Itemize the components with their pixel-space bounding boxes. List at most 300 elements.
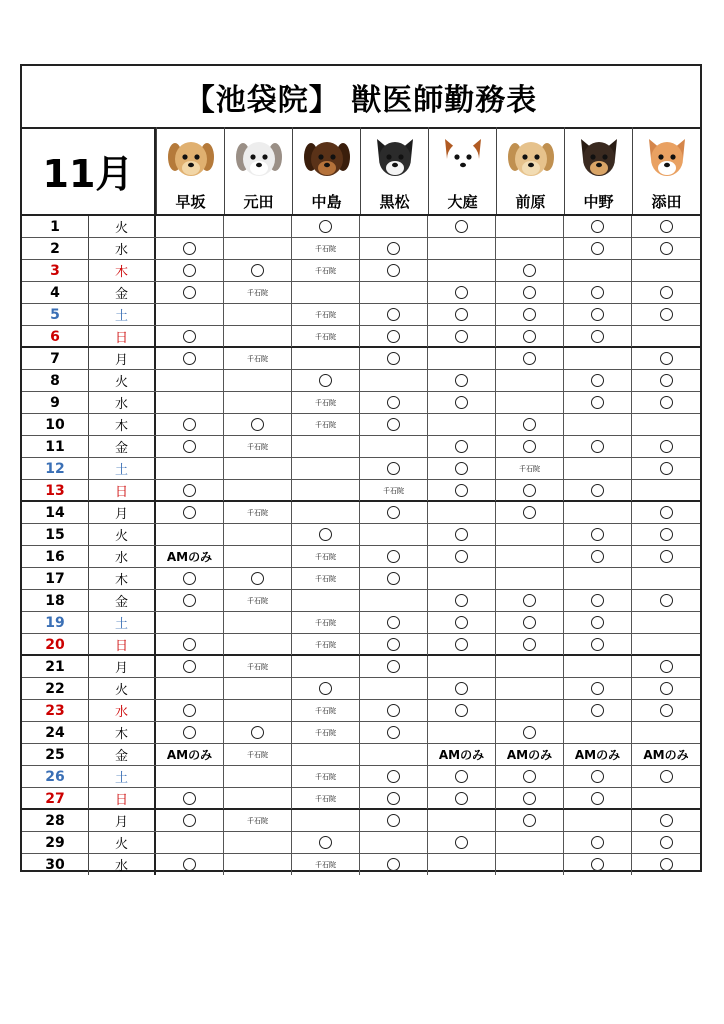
shift-cell — [292, 282, 360, 303]
shift-cell — [156, 326, 224, 347]
table-row — [22, 766, 700, 788]
table-row — [22, 392, 700, 414]
on-duty-circle-icon — [251, 418, 264, 431]
shift-cell — [156, 678, 224, 699]
shift-cell — [156, 480, 224, 501]
shift-cell — [292, 810, 360, 831]
on-duty-circle-icon — [660, 352, 673, 365]
shift-cell — [496, 854, 564, 875]
on-duty-circle-icon — [183, 660, 196, 673]
on-duty-circle-icon — [387, 792, 400, 805]
vet-column-header — [224, 127, 292, 214]
table-row — [22, 480, 700, 502]
shift-cell — [428, 766, 496, 787]
shift-cell — [360, 810, 428, 831]
shift-cell — [360, 568, 428, 589]
on-duty-circle-icon — [660, 396, 673, 409]
branch-label: 千石院 — [315, 706, 336, 715]
table-row — [22, 722, 700, 744]
on-duty-circle-icon — [523, 352, 536, 365]
shift-cell — [632, 678, 700, 699]
on-duty-circle-icon — [591, 396, 604, 409]
on-duty-circle-icon — [455, 704, 468, 717]
vet-name: 中野 — [583, 193, 614, 211]
shift-cell — [496, 458, 564, 479]
shift-cell — [292, 656, 360, 677]
shift-cell — [428, 612, 496, 633]
day-number: 13 — [22, 480, 89, 501]
shift-cell — [496, 744, 564, 765]
shift-cell — [632, 656, 700, 677]
on-duty-circle-icon — [387, 418, 400, 431]
on-duty-circle-icon — [523, 308, 536, 321]
on-duty-circle-icon — [591, 330, 604, 343]
on-duty-circle-icon — [591, 242, 604, 255]
on-duty-circle-icon — [387, 242, 400, 255]
shift-cell — [156, 502, 224, 523]
on-duty-circle-icon — [455, 308, 468, 321]
shift-cell — [632, 590, 700, 611]
day-number: 29 — [22, 832, 89, 853]
shift-cell — [360, 502, 428, 523]
shift-cell — [156, 656, 224, 677]
shift-cell — [496, 282, 564, 303]
shift-cell — [496, 612, 564, 633]
shift-cell — [156, 392, 224, 413]
shift-cell — [428, 502, 496, 523]
weekday: 火 — [89, 370, 156, 391]
shift-cell — [428, 524, 496, 545]
on-duty-circle-icon — [523, 594, 536, 607]
branch-label: 千石院 — [247, 596, 268, 605]
shift-cell — [360, 370, 428, 391]
shift-cell — [156, 524, 224, 545]
table-row — [22, 788, 700, 810]
weekday: 水 — [89, 392, 156, 413]
on-duty-circle-icon — [183, 352, 196, 365]
weekday: 水 — [89, 238, 156, 259]
shift-cell — [360, 832, 428, 853]
vet-column-header — [360, 127, 428, 214]
table-row — [22, 238, 700, 260]
shift-cell — [360, 678, 428, 699]
day-number: 24 — [22, 722, 89, 743]
weekday: 水 — [89, 546, 156, 567]
shift-cell — [360, 326, 428, 347]
on-duty-circle-icon — [591, 484, 604, 497]
shift-cell — [360, 480, 428, 501]
shift-cell — [156, 546, 224, 567]
shift-cell — [360, 260, 428, 281]
vet-column-header — [292, 127, 360, 214]
shift-cell — [632, 348, 700, 369]
shift-cell — [156, 370, 224, 391]
shift-cell — [564, 216, 632, 237]
day-number: 12 — [22, 458, 89, 479]
on-duty-circle-icon — [660, 660, 673, 673]
branch-label: 千石院 — [315, 574, 336, 583]
on-duty-circle-icon — [591, 550, 604, 563]
shift-cell — [156, 436, 224, 457]
table-row — [22, 304, 700, 326]
on-duty-circle-icon — [387, 858, 400, 871]
french-bulldog-icon — [369, 133, 421, 185]
shift-cell — [632, 326, 700, 347]
on-duty-circle-icon — [183, 858, 196, 871]
branch-label: 千石院 — [315, 794, 336, 803]
shift-cell — [156, 304, 224, 325]
shift-cell — [428, 656, 496, 677]
branch-label: 千石院 — [247, 354, 268, 363]
shift-cell — [156, 260, 224, 281]
table-row — [22, 458, 700, 480]
shift-cell — [292, 568, 360, 589]
on-duty-circle-icon — [183, 286, 196, 299]
shift-cell — [360, 458, 428, 479]
weekday: 木 — [89, 260, 156, 281]
on-duty-circle-icon — [660, 462, 673, 475]
shift-cell — [496, 656, 564, 677]
on-duty-circle-icon — [183, 506, 196, 519]
on-duty-circle-icon — [183, 264, 196, 277]
jack-russell-dog-icon — [437, 133, 489, 185]
shift-cell — [292, 480, 360, 501]
shift-cell — [564, 810, 632, 831]
shift-cell — [360, 304, 428, 325]
shift-cell — [564, 348, 632, 369]
day-number: 20 — [22, 634, 89, 655]
shift-cell — [360, 524, 428, 545]
shift-cell — [564, 634, 632, 655]
day-number: 27 — [22, 788, 89, 809]
chihuahua-dog-icon — [573, 133, 625, 185]
on-duty-circle-icon — [455, 220, 468, 233]
dachshund-dog-icon — [301, 133, 353, 185]
shift-cell — [496, 480, 564, 501]
branch-label: 千石院 — [315, 860, 336, 869]
shift-cell — [224, 766, 292, 787]
on-duty-circle-icon — [183, 638, 196, 651]
on-duty-circle-icon — [387, 660, 400, 673]
on-duty-circle-icon — [660, 814, 673, 827]
am-only-label: AMのみ — [166, 748, 213, 762]
shift-cell — [292, 238, 360, 259]
am-only-label: AMのみ — [438, 748, 485, 762]
day-number: 17 — [22, 568, 89, 589]
shift-cell — [496, 722, 564, 743]
weekday: 土 — [89, 458, 156, 479]
shift-cell — [292, 216, 360, 237]
shift-cell — [156, 788, 224, 809]
on-duty-circle-icon — [455, 396, 468, 409]
yorkshire-terrier-icon — [505, 133, 557, 185]
on-duty-circle-icon — [591, 220, 604, 233]
day-number: 10 — [22, 414, 89, 435]
shift-cell — [496, 502, 564, 523]
shift-cell — [224, 700, 292, 721]
shift-cell — [496, 392, 564, 413]
table-row — [22, 590, 700, 612]
on-duty-circle-icon — [591, 286, 604, 299]
on-duty-circle-icon — [660, 374, 673, 387]
on-duty-circle-icon — [455, 770, 468, 783]
table-row — [22, 502, 700, 524]
shift-cell — [564, 788, 632, 809]
shift-cell — [360, 282, 428, 303]
on-duty-circle-icon — [591, 704, 604, 717]
on-duty-circle-icon — [523, 814, 536, 827]
shift-cell — [156, 348, 224, 369]
on-duty-circle-icon — [660, 308, 673, 321]
shift-cell — [496, 590, 564, 611]
shift-cell — [292, 392, 360, 413]
on-duty-circle-icon — [455, 836, 468, 849]
shift-cell — [292, 546, 360, 567]
shift-cell — [360, 546, 428, 567]
month-label: 11月 — [22, 127, 156, 214]
shift-cell — [224, 502, 292, 523]
am-only-label: AMのみ — [643, 748, 689, 762]
on-duty-circle-icon — [387, 352, 400, 365]
shift-cell — [292, 788, 360, 809]
shift-cell — [564, 612, 632, 633]
shift-cell — [156, 766, 224, 787]
shift-cell — [564, 282, 632, 303]
on-duty-circle-icon — [455, 792, 468, 805]
on-duty-circle-icon — [319, 220, 332, 233]
weekday: 月 — [89, 348, 156, 369]
shift-cell — [360, 414, 428, 435]
shift-cell — [360, 722, 428, 743]
day-number: 11 — [22, 436, 89, 457]
day-number: 2 — [22, 238, 89, 259]
shift-cell — [224, 480, 292, 501]
on-duty-circle-icon — [251, 572, 264, 585]
shift-cell — [156, 458, 224, 479]
shift-cell — [564, 392, 632, 413]
vet-name: 前原 — [515, 193, 546, 211]
weekday: 金 — [89, 744, 156, 765]
shift-cell — [564, 744, 632, 765]
shift-cell — [496, 810, 564, 831]
shift-cell — [632, 546, 700, 567]
vet-name: 添田 — [651, 193, 682, 211]
shift-cell — [496, 766, 564, 787]
table-row — [22, 656, 700, 678]
shift-cell — [156, 590, 224, 611]
shift-cell — [564, 656, 632, 677]
on-duty-circle-icon — [183, 814, 196, 827]
shift-cell — [292, 348, 360, 369]
table-row — [22, 744, 700, 766]
vet-name: 早坂 — [175, 193, 206, 211]
shift-cell — [224, 216, 292, 237]
day-number: 14 — [22, 502, 89, 523]
shift-cell — [428, 458, 496, 479]
shift-cell — [564, 590, 632, 611]
branch-label: 千石院 — [315, 420, 336, 429]
shift-cell — [564, 414, 632, 435]
on-duty-circle-icon — [660, 440, 673, 453]
on-duty-circle-icon — [660, 858, 673, 871]
weekday: 水 — [89, 854, 156, 875]
shift-cell — [292, 326, 360, 347]
shift-cell — [496, 568, 564, 589]
vet-name: 黒松 — [379, 193, 410, 211]
on-duty-circle-icon — [455, 594, 468, 607]
shift-cell — [496, 414, 564, 435]
table-row — [22, 634, 700, 656]
shift-cell — [428, 546, 496, 567]
shift-cell — [564, 238, 632, 259]
on-duty-circle-icon — [591, 836, 604, 849]
shih-tzu-dog-icon — [233, 133, 285, 185]
shift-cell — [360, 436, 428, 457]
shift-cell — [224, 238, 292, 259]
day-number: 22 — [22, 678, 89, 699]
on-duty-circle-icon — [387, 704, 400, 717]
shift-cell — [632, 568, 700, 589]
shift-cell — [496, 524, 564, 545]
vet-column-header — [496, 127, 564, 214]
shift-cell — [224, 810, 292, 831]
shift-cell — [632, 304, 700, 325]
on-duty-circle-icon — [455, 374, 468, 387]
shift-cell — [156, 854, 224, 875]
on-duty-circle-icon — [387, 462, 400, 475]
shift-cell — [224, 524, 292, 545]
shift-cell — [156, 612, 224, 633]
on-duty-circle-icon — [660, 594, 673, 607]
vet-column-header — [428, 127, 496, 214]
shift-cell — [224, 436, 292, 457]
shift-cell — [564, 370, 632, 391]
on-duty-circle-icon — [591, 308, 604, 321]
shift-cell — [428, 590, 496, 611]
weekday: 日 — [89, 788, 156, 809]
shift-cell — [632, 810, 700, 831]
weekday: 木 — [89, 722, 156, 743]
on-duty-circle-icon — [455, 286, 468, 299]
page-title: 【池袋院】 獣医師勤務表 — [22, 66, 700, 129]
shift-cell — [496, 260, 564, 281]
table-row — [22, 810, 700, 832]
shift-cell — [564, 568, 632, 589]
shift-cell — [632, 854, 700, 875]
shift-cell — [360, 612, 428, 633]
table-row — [22, 216, 700, 238]
shift-cell — [428, 810, 496, 831]
on-duty-circle-icon — [660, 550, 673, 563]
shift-cell — [360, 744, 428, 765]
day-number: 4 — [22, 282, 89, 303]
weekday: 木 — [89, 414, 156, 435]
on-duty-circle-icon — [183, 594, 196, 607]
shift-cell — [428, 678, 496, 699]
on-duty-circle-icon — [523, 418, 536, 431]
shift-cell — [360, 788, 428, 809]
shift-cell — [360, 590, 428, 611]
on-duty-circle-icon — [523, 616, 536, 629]
shift-cell — [632, 766, 700, 787]
shift-cell — [224, 722, 292, 743]
on-duty-circle-icon — [523, 264, 536, 277]
shift-cell — [224, 546, 292, 567]
weekday: 土 — [89, 304, 156, 325]
shift-cell — [224, 370, 292, 391]
shift-cell — [632, 480, 700, 501]
on-duty-circle-icon — [523, 484, 536, 497]
on-duty-circle-icon — [251, 726, 264, 739]
am-only-label: AMのみ — [506, 748, 553, 762]
on-duty-circle-icon — [183, 792, 196, 805]
shift-cell — [496, 326, 564, 347]
shift-cell — [224, 590, 292, 611]
weekday: 日 — [89, 634, 156, 655]
on-duty-circle-icon — [523, 506, 536, 519]
shift-cell — [632, 524, 700, 545]
shift-cell — [428, 634, 496, 655]
day-number: 18 — [22, 590, 89, 611]
shift-cell — [360, 238, 428, 259]
branch-label: 千石院 — [247, 662, 268, 671]
vet-column-header — [564, 127, 632, 214]
day-number: 26 — [22, 766, 89, 787]
on-duty-circle-icon — [183, 572, 196, 585]
shift-cell — [632, 634, 700, 655]
on-duty-circle-icon — [183, 242, 196, 255]
shift-cell — [292, 304, 360, 325]
shift-cell — [224, 392, 292, 413]
shift-cell — [292, 700, 360, 721]
shift-cell — [564, 722, 632, 743]
on-duty-circle-icon — [183, 704, 196, 717]
shift-cell — [428, 744, 496, 765]
weekday: 火 — [89, 524, 156, 545]
branch-label: 千石院 — [315, 332, 336, 341]
on-duty-circle-icon — [660, 242, 673, 255]
on-duty-circle-icon — [387, 814, 400, 827]
day-number: 21 — [22, 656, 89, 677]
weekday: 土 — [89, 612, 156, 633]
on-duty-circle-icon — [591, 792, 604, 805]
shift-cell — [632, 216, 700, 237]
shift-cell — [496, 832, 564, 853]
weekday: 月 — [89, 656, 156, 677]
branch-label: 千石院 — [315, 266, 336, 275]
shift-cell — [292, 414, 360, 435]
shift-cell — [632, 282, 700, 303]
day-number: 7 — [22, 348, 89, 369]
shift-cell — [564, 502, 632, 523]
shift-cell — [224, 788, 292, 809]
on-duty-circle-icon — [455, 484, 468, 497]
weekday: 火 — [89, 678, 156, 699]
beagle-dog-icon — [165, 133, 217, 185]
shift-cell — [224, 678, 292, 699]
weekday: 日 — [89, 326, 156, 347]
shift-cell — [632, 502, 700, 523]
shift-cell — [564, 832, 632, 853]
shift-cell — [632, 612, 700, 633]
shift-cell — [564, 766, 632, 787]
shift-cell — [564, 260, 632, 281]
shift-cell — [632, 392, 700, 413]
shift-cell — [496, 348, 564, 369]
shift-cell — [496, 700, 564, 721]
shift-cell — [496, 546, 564, 567]
table-row — [22, 678, 700, 700]
